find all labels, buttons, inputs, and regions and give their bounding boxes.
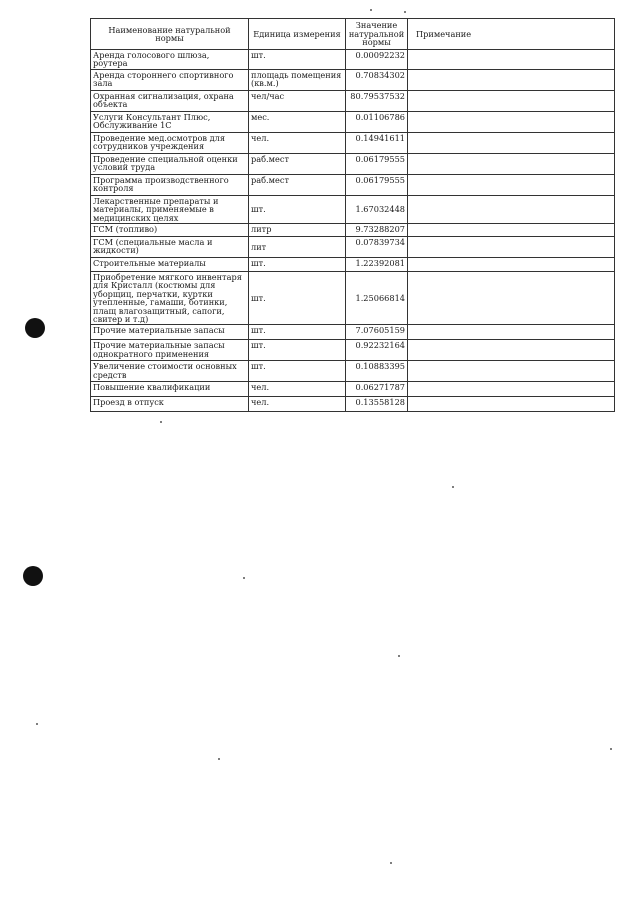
row-note	[408, 397, 615, 412]
table-row	[91, 195, 615, 223]
row-value: 0.92232164	[346, 340, 408, 361]
row-value: 0.06271787	[346, 382, 408, 397]
row-note	[408, 90, 615, 111]
row-note	[408, 340, 615, 361]
row-name: Лекарственные препараты и материалы, применяемые в медицинских целях	[91, 195, 249, 223]
table-row	[91, 382, 615, 397]
row-name: Аренда стороннего спортивного зала	[91, 69, 249, 90]
row-value: 1.22392081	[346, 258, 408, 272]
row-unit: литр	[249, 224, 346, 237]
row-unit: чел/час	[249, 90, 346, 111]
row-name: Повышение квалификации	[91, 382, 249, 397]
table-row	[91, 50, 615, 70]
row-value: 80.79537532	[346, 90, 408, 111]
table-row	[91, 111, 615, 132]
row-note	[408, 50, 615, 70]
scan-speck	[370, 9, 372, 11]
table-row	[91, 153, 615, 174]
row-value: 0.14941611	[346, 132, 408, 153]
row-value: 0.70834302	[346, 69, 408, 90]
row-unit: лит	[249, 237, 346, 258]
scan-speck	[398, 655, 400, 657]
row-note	[408, 111, 615, 132]
row-name: Строительные материалы	[91, 258, 249, 272]
table-header-row	[91, 19, 615, 50]
table-row	[91, 361, 615, 382]
row-note	[408, 382, 615, 397]
row-note	[408, 258, 615, 272]
row-note	[408, 272, 615, 325]
row-unit: чел.	[249, 397, 346, 412]
row-value: 0.07839734	[346, 237, 408, 258]
row-value: 0.06179555	[346, 153, 408, 174]
row-note	[408, 174, 615, 195]
row-name: Охранная сигнализация, охрана объекта	[91, 90, 249, 111]
row-note	[408, 132, 615, 153]
row-note	[408, 237, 615, 258]
header-name: Наименование натуральной нормы	[91, 19, 249, 50]
row-value: 0.01106786	[346, 111, 408, 132]
header-note: Примечание	[408, 19, 615, 50]
row-unit: раб.мест	[249, 174, 346, 195]
table-row	[91, 325, 615, 340]
row-note	[408, 69, 615, 90]
row-name: Проезд в отпуск	[91, 397, 249, 412]
row-name: ГСМ (топливо)	[91, 224, 249, 237]
row-name: Программа производственного контроля	[91, 174, 249, 195]
punch-hole	[25, 318, 45, 338]
row-name: Увеличение стоимости основных средств	[91, 361, 249, 382]
row-name: Приобретение мягкого инвентаря для Кристалл (костюмы для уборщиц, перчатки, куртки утепленные, гамаши, ботинки, плащ влагозащитный, сапоги, свитер и т.д)	[91, 272, 249, 325]
table-row	[91, 174, 615, 195]
header-unit: Единица измерения	[249, 19, 346, 50]
row-unit: шт.	[249, 325, 346, 340]
table-row	[91, 237, 615, 258]
table-row	[91, 397, 615, 412]
row-value: 9.73288207	[346, 224, 408, 237]
scan-speck	[610, 748, 612, 750]
row-note	[408, 325, 615, 340]
row-value: 1.67032448	[346, 195, 408, 223]
table-row	[91, 132, 615, 153]
row-unit: чел.	[249, 382, 346, 397]
row-value: 0.13558128	[346, 397, 408, 412]
row-value: 0.10883395	[346, 361, 408, 382]
scan-speck	[218, 758, 220, 760]
row-unit: мес.	[249, 111, 346, 132]
row-note	[408, 195, 615, 223]
table-row	[91, 258, 615, 272]
table-row	[91, 272, 615, 325]
row-unit: шт.	[249, 361, 346, 382]
row-note	[408, 153, 615, 174]
row-unit: шт.	[249, 258, 346, 272]
row-unit: шт.	[249, 272, 346, 325]
row-value: 1.25066814	[346, 272, 408, 325]
row-unit: площадь помещения (кв.м.)	[249, 69, 346, 90]
scan-speck	[390, 862, 392, 864]
row-name: Проведение специальной оценки условий труда	[91, 153, 249, 174]
row-note	[408, 224, 615, 237]
row-name: Услуги Консультант Плюс, Обслуживание 1С	[91, 111, 249, 132]
header-value: Значение натуральной нормы	[346, 19, 408, 50]
row-name: Прочие материальные запасы	[91, 325, 249, 340]
row-unit: шт.	[249, 50, 346, 70]
row-name: ГСМ (специальные масла и жидкости)	[91, 237, 249, 258]
row-unit: шт.	[249, 195, 346, 223]
row-name: Прочие материальные запасы однократного применения	[91, 340, 249, 361]
row-unit: шт.	[249, 340, 346, 361]
row-value: 0.00092232	[346, 50, 408, 70]
table-row	[91, 90, 615, 111]
scan-speck	[452, 486, 454, 488]
row-name: Проведение мед.осмотров для сотрудников учреждения	[91, 132, 249, 153]
scan-speck	[404, 11, 406, 13]
natural-norms-table	[90, 18, 615, 412]
scan-speck	[160, 421, 162, 423]
punch-hole	[23, 566, 43, 586]
row-value: 0.06179555	[346, 174, 408, 195]
table-row	[91, 340, 615, 361]
row-name: Аренда голосового шлюза, роутера	[91, 50, 249, 70]
row-note	[408, 361, 615, 382]
row-unit: раб.мест	[249, 153, 346, 174]
table-row	[91, 224, 615, 237]
row-unit: чел.	[249, 132, 346, 153]
scan-speck	[36, 723, 38, 725]
row-value: 7.07605159	[346, 325, 408, 340]
scan-speck	[243, 577, 245, 579]
table-row	[91, 69, 615, 90]
